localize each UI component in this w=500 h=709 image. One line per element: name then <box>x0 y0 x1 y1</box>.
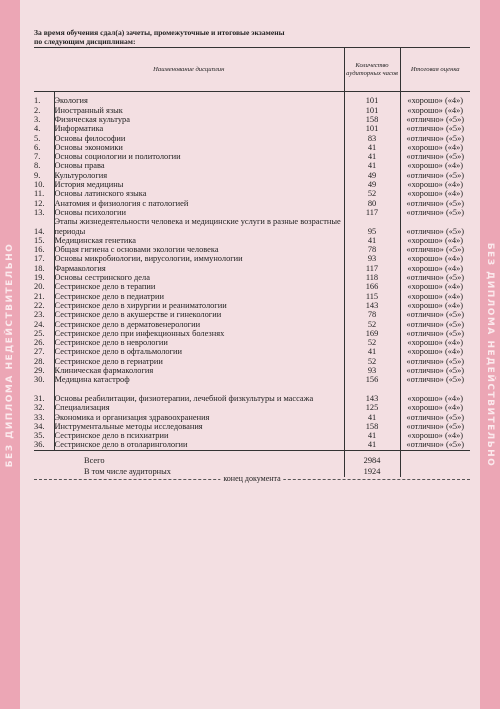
discipline-name: Информатика <box>54 124 344 133</box>
discipline-name: Сестринское дело при инфекционных болезнях <box>54 329 344 338</box>
row-number: 29. <box>34 366 45 376</box>
hours-value: 41 <box>344 431 400 440</box>
row-number: 5. <box>34 133 41 143</box>
discipline-name: Анатомия и физиология с патологией <box>54 199 344 208</box>
table-row <box>34 217 470 236</box>
table-row <box>34 375 470 384</box>
row-number: 14. <box>34 226 45 236</box>
row-number: 30. <box>34 375 45 385</box>
discipline-name: Сестринское дело в психиатрии <box>54 431 344 440</box>
row-number: 3. <box>34 115 41 124</box>
discipline-name: Специализация <box>54 403 344 412</box>
discipline-name: Фармакология <box>54 264 344 273</box>
row-number: 10. <box>34 180 45 190</box>
total-row <box>34 450 470 466</box>
table-row <box>34 264 470 273</box>
discipline-name: Основы философии <box>54 134 344 143</box>
table-row <box>34 115 470 124</box>
hours-value: 41 <box>344 440 400 450</box>
table-header-row <box>34 48 470 92</box>
grade-value: «отлично» («5») <box>400 124 470 133</box>
right-security-band <box>480 0 500 709</box>
grade-value: «хорошо» («4») <box>400 236 470 245</box>
intro-line-2: по следующим дисциплинам: <box>34 37 136 47</box>
table-row <box>34 199 470 208</box>
table-row <box>34 292 470 301</box>
discipline-name: Сестринское дело в офтальмологии <box>54 347 344 356</box>
hours-value: 115 <box>344 292 400 301</box>
hours-value: 78 <box>344 245 400 254</box>
table-row <box>34 431 470 440</box>
discipline-name: Сестринское дело в неврологии <box>54 338 344 347</box>
grade-value: «хорошо» («4») <box>400 282 470 291</box>
row-number: 31. <box>34 393 45 403</box>
row-number: 24. <box>34 319 45 329</box>
discipline-name: Клиническая фармакология <box>54 366 344 375</box>
table-row <box>34 143 470 152</box>
hours-value: 49 <box>344 171 400 180</box>
side-label-right: БЕЗ ДИПЛОМА НЕДЕЙСТВИТЕЛЬНО <box>485 242 495 467</box>
table-row <box>34 422 470 431</box>
discipline-name: Основы права <box>54 161 344 170</box>
auditory-hours: 1924 <box>344 466 400 477</box>
grade-value: «отлично» («5») <box>400 329 470 338</box>
grade-value: «хорошо» («4») <box>400 338 470 347</box>
grade-value: «хорошо» («4») <box>400 180 470 189</box>
discipline-name: Иностранный язык <box>54 106 344 115</box>
discipline-name: Сестринское дело в педиатрии <box>54 292 344 301</box>
table-row <box>34 254 470 263</box>
intro-text <box>34 28 470 46</box>
left-security-band <box>0 0 20 709</box>
grade-value: «хорошо» («4») <box>400 403 470 412</box>
row-number: 23. <box>34 310 45 320</box>
table-row <box>34 338 470 347</box>
row-number: 17. <box>34 254 45 264</box>
side-label-left: БЕЗ ДИПЛОМА НЕДЕЙСТВИТЕЛЬНО <box>5 242 15 467</box>
discipline-name: Основы психологии <box>54 208 344 217</box>
row-number: 15. <box>34 235 45 245</box>
hours-value: 125 <box>344 403 400 412</box>
hours-value: 143 <box>344 385 400 404</box>
discipline-name: Физическая культура <box>54 115 344 124</box>
table-row <box>34 385 470 404</box>
hours-value: 118 <box>344 273 400 282</box>
table-row <box>34 366 470 375</box>
table-row <box>34 320 470 329</box>
table-row <box>34 189 470 198</box>
discipline-name: История медицины <box>54 180 344 189</box>
row-number: 22. <box>34 300 45 310</box>
grade-value: «хорошо» («4») <box>400 254 470 263</box>
row-number: 13. <box>34 207 45 217</box>
total-hours: 2984 <box>344 450 400 466</box>
hours-value: 158 <box>344 115 400 124</box>
table-body <box>34 92 470 450</box>
discipline-name: Сестринское дело в терапии <box>54 282 344 291</box>
grade-value: «хорошо» («4») <box>400 292 470 301</box>
row-number: 33. <box>34 412 45 422</box>
hours-value: 52 <box>344 338 400 347</box>
grade-value: «отлично» («5») <box>400 199 470 208</box>
hours-value: 117 <box>344 208 400 217</box>
hours-value: 41 <box>344 236 400 245</box>
table-row <box>34 124 470 133</box>
hours-value: 41 <box>344 347 400 356</box>
table-row <box>34 329 470 338</box>
row-number: 35. <box>34 431 45 441</box>
table-row <box>34 180 470 189</box>
row-number: 8. <box>34 161 41 171</box>
grade-value: «хорошо» («4») <box>400 347 470 356</box>
row-number: 18. <box>34 263 45 273</box>
hours-value: 93 <box>344 366 400 375</box>
discipline-name: Основы латинского языка <box>54 189 344 198</box>
hours-value: 83 <box>344 134 400 143</box>
header-grade: Итоговая оценка <box>400 48 470 92</box>
row-number: 16. <box>34 245 45 255</box>
hours-value: 49 <box>344 180 400 189</box>
auditory-label: В том числе аудиторных <box>84 466 171 476</box>
grade-value: «хорошо» («4») <box>400 106 470 115</box>
grade-value: «отлично» («5») <box>400 217 470 236</box>
row-number: 34. <box>34 421 45 431</box>
discipline-name: Сестринское дело в гериатрии <box>54 357 344 366</box>
discipline-name: Экология <box>54 92 344 106</box>
discipline-name: Этапы жизнедеятельности человека и медицинские услуги в разные возрастные периоды <box>54 217 344 236</box>
row-number: 7. <box>34 152 41 162</box>
row-number: 25. <box>34 328 45 338</box>
grade-value: «хорошо» («4») <box>400 301 470 310</box>
table-row <box>34 273 470 282</box>
table-row <box>34 236 470 245</box>
hours-value: 166 <box>344 282 400 291</box>
hours-value: 52 <box>344 189 400 198</box>
discipline-name: Основы микробиологии, вирусологии, иммунологии <box>54 254 344 263</box>
hours-value: 158 <box>344 422 400 431</box>
document-body <box>34 28 470 489</box>
table-row <box>34 106 470 115</box>
discipline-name: Сестринское дело в хирургии и реаниматологии <box>54 301 344 310</box>
discipline-name: Медицинская генетика <box>54 236 344 245</box>
table-row <box>34 161 470 170</box>
grade-value: «отлично» («5») <box>400 440 470 450</box>
hours-value: 52 <box>344 357 400 366</box>
row-number: 21. <box>34 291 45 301</box>
discipline-name: Общая гигиена с основами экологии человека <box>54 245 344 254</box>
discipline-name: Экономика и организация здравоохранения <box>54 413 344 422</box>
hours-value: 41 <box>344 413 400 422</box>
hours-value: 52 <box>344 320 400 329</box>
row-number: 2. <box>34 105 41 115</box>
table-row <box>34 152 470 161</box>
hours-value: 93 <box>344 254 400 263</box>
grade-value: «отлично» («5») <box>400 320 470 329</box>
discipline-name: Культурология <box>54 171 344 180</box>
grade-value: «отлично» («5») <box>400 413 470 422</box>
table-row <box>34 245 470 254</box>
hours-value: 156 <box>344 375 400 384</box>
grade-value: «отлично» («5») <box>400 208 470 217</box>
grade-value: «отлично» («5») <box>400 366 470 375</box>
discipline-name: Основы социологии и политологии <box>54 152 344 161</box>
hours-value: 41 <box>344 143 400 152</box>
table-row <box>34 208 470 217</box>
grade-value: «отлично» («5») <box>400 171 470 180</box>
grade-value: «отлично» («5») <box>400 115 470 124</box>
discipline-name: Медицина катастроф <box>54 375 344 384</box>
row-number: 19. <box>34 273 45 283</box>
row-number: 1. <box>34 96 41 106</box>
grade-value: «хорошо» («4») <box>400 264 470 273</box>
hours-value: 143 <box>344 301 400 310</box>
table-row <box>34 347 470 356</box>
hours-value: 41 <box>344 152 400 161</box>
table-row <box>34 171 470 180</box>
grade-value: «отлично» («5») <box>400 357 470 366</box>
grade-value: «отлично» («5») <box>400 375 470 384</box>
hours-value: 101 <box>344 92 400 106</box>
row-number: 9. <box>34 170 41 180</box>
grade-value: «отлично» («5») <box>400 152 470 161</box>
row-number: 28. <box>34 356 45 366</box>
discipline-name: Инструментальные методы исследования <box>54 422 344 431</box>
grade-value: «отлично» («5») <box>400 422 470 431</box>
row-number: 20. <box>34 282 45 292</box>
row-number: 4. <box>34 124 41 134</box>
hours-value: 95 <box>344 217 400 236</box>
table-row <box>34 301 470 310</box>
table-row <box>34 134 470 143</box>
row-number: 12. <box>34 198 45 208</box>
end-of-document-line <box>34 473 470 489</box>
hours-value: 169 <box>344 329 400 338</box>
discipline-name: Основы экономики <box>54 143 344 152</box>
hours-value: 41 <box>344 161 400 170</box>
table-row <box>34 413 470 422</box>
hours-value: 80 <box>344 199 400 208</box>
hours-value: 101 <box>344 124 400 133</box>
row-number: 11. <box>34 189 45 199</box>
hours-value: 117 <box>344 264 400 273</box>
grade-value: «отлично» («5») <box>400 273 470 282</box>
grade-value: «отлично» («5») <box>400 245 470 254</box>
grades-table <box>34 47 470 476</box>
hours-value: 101 <box>344 106 400 115</box>
grade-value: «хорошо» («4») <box>400 161 470 170</box>
discipline-name: Основы сестринского дела <box>54 273 344 282</box>
hours-value: 78 <box>344 310 400 319</box>
grade-value: «хорошо» («4») <box>400 92 470 106</box>
grade-value: «отлично» («5») <box>400 310 470 319</box>
intro-line-1: За время обучения сдал(а) зачеты, промежуточные и итоговые экзамены <box>34 28 285 37</box>
table-row <box>34 282 470 291</box>
grade-value: «отлично» («5») <box>400 134 470 143</box>
table-row <box>34 92 470 106</box>
discipline-name: Сестринское дело в дерматовенерологии <box>54 320 344 329</box>
grade-value: «хорошо» («4») <box>400 385 470 404</box>
total-label: Всего <box>54 450 344 466</box>
row-number: 6. <box>34 142 41 152</box>
row-number: 27. <box>34 347 45 357</box>
discipline-name: Сестринское дело в акушерстве и гинекологии <box>54 310 344 319</box>
grade-value: «хорошо» («4») <box>400 431 470 440</box>
grade-value: «хорошо» («4») <box>400 189 470 198</box>
table-row <box>34 310 470 319</box>
table-row <box>34 440 470 450</box>
table-row <box>34 403 470 412</box>
table-row <box>34 357 470 366</box>
grade-value: «хорошо» («4») <box>400 143 470 152</box>
row-number: 26. <box>34 338 45 348</box>
header-hours: Количество аудиторных часов <box>344 48 400 92</box>
discipline-name: Сестринское дело в отоларингологии <box>54 440 344 450</box>
row-number: 36. <box>34 440 45 450</box>
header-discipline: Наименование дисциплин <box>34 48 344 92</box>
row-number: 32. <box>34 403 45 413</box>
discipline-name: Основы реабилитации, физиотерапии, лечебной физкультуры и массажа <box>54 385 344 404</box>
end-of-document-label: конец документа <box>220 474 283 483</box>
